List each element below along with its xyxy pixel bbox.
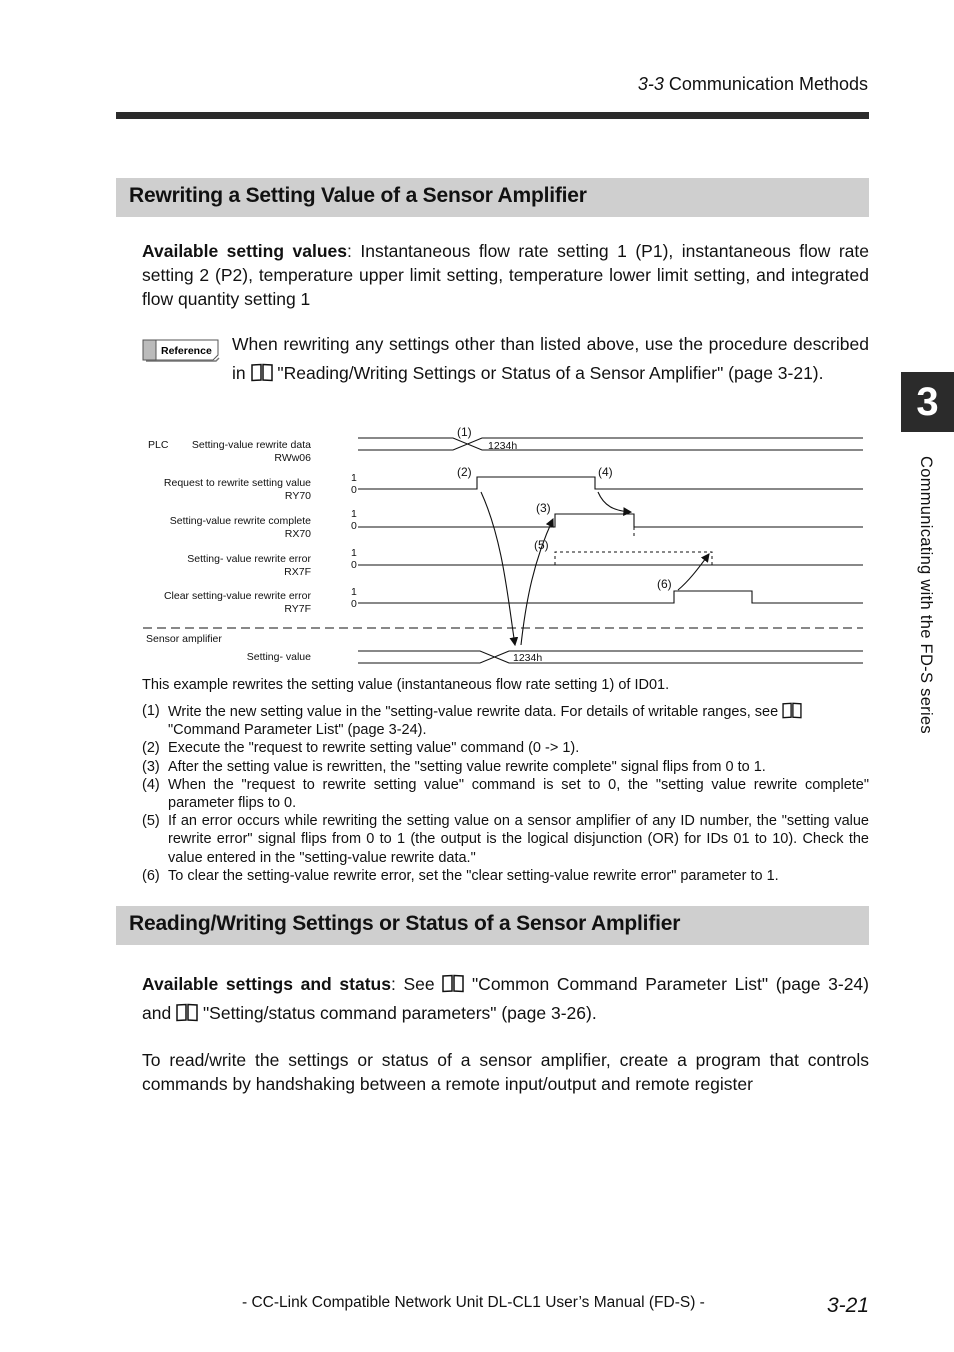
signal-code-rx70: RX70 bbox=[284, 528, 311, 540]
sensor-value-label: 1234h bbox=[513, 652, 543, 664]
book-icon bbox=[442, 974, 464, 993]
available-text-a: : See bbox=[390, 974, 435, 994]
marker-2: (2) bbox=[457, 465, 472, 479]
note-text: To clear the setting-value rewrite error, set the "clear setting-value rewrite error" parameter to 1. bbox=[168, 867, 779, 884]
note-5 bbox=[142, 812, 869, 867]
signal-name-complete: Setting-value rewrite complete bbox=[169, 515, 311, 527]
level-low-rx7f: 0 bbox=[351, 559, 357, 571]
note-text: If an error occurs while rewriting the setting value on a sensor amplifier of any ID number, the "setting value rewrite error" signal flips from 0 to 1 (the output is the logical disjunction (OR) for IDs 01 to 10). Check the value entered in the "setting-value rewrite data." bbox=[168, 813, 869, 866]
level-high-ry70: 1 bbox=[351, 472, 357, 484]
notes-list bbox=[142, 702, 869, 885]
chapter-tab: 3 bbox=[901, 372, 954, 432]
note-text: Execute the "request to rewrite setting value" command (0 -> 1). bbox=[168, 740, 580, 757]
sensor-amplifier-label: Sensor amplifier bbox=[146, 633, 222, 645]
diagram-caption: This example rewrites the setting value (instantaneous flow rate setting 1) of ID01. bbox=[142, 677, 670, 693]
note-text: Write the new setting value in the "setting-value rewrite data. For details of writable ranges, see bbox=[168, 704, 779, 720]
reference-text-2: "Reading/Writing Settings or Status of a Sensor Amplifier" (page 3-21). bbox=[277, 363, 824, 383]
plc-label: PLC bbox=[148, 439, 169, 451]
available-text-b: "Common Command Parameter List" (page 3-24) and bbox=[142, 974, 869, 1023]
marker-6: (6) bbox=[657, 577, 672, 591]
level-high-ry7f: 1 bbox=[351, 586, 357, 598]
signal-name-request: Request to rewrite setting value bbox=[163, 477, 311, 489]
reference-label: Reference bbox=[161, 345, 212, 357]
marker-3: (3) bbox=[536, 501, 551, 515]
reference-text-1: When rewriting any settings other than listed above, use the procedure described in bbox=[232, 334, 869, 383]
data-value-label: 1234h bbox=[488, 440, 518, 452]
arrow-request-to-sensor bbox=[481, 492, 515, 645]
section-title: Rewriting a Setting Value of a Sensor Amplifier bbox=[129, 184, 587, 207]
note-3 bbox=[142, 758, 869, 776]
arrow-clear-to-error bbox=[678, 554, 709, 590]
signal-name-rewrite-data: Setting-value rewrite data bbox=[191, 439, 311, 451]
sensor-value-bus bbox=[358, 651, 863, 663]
note-number: (4) bbox=[142, 776, 160, 793]
level-low-ry7f: 0 bbox=[351, 598, 357, 610]
rx7f-error-dashed bbox=[555, 552, 712, 565]
level-low-rx70: 0 bbox=[351, 520, 357, 532]
available-text-c: "Setting/status command parameters" (page 3-26). bbox=[202, 1003, 597, 1023]
level-low-ry70: 0 bbox=[351, 484, 357, 496]
marker-4: (4) bbox=[598, 465, 613, 479]
level-high-rx70: 1 bbox=[351, 508, 357, 520]
signal-code-rx7f: RX7F bbox=[284, 566, 311, 578]
note-number: (3) bbox=[142, 758, 160, 775]
chapter-title-vertical: Communicating with the FD-S series bbox=[917, 456, 935, 734]
available-label: Available settings and status bbox=[142, 974, 391, 994]
header-section-number: 3-3 bbox=[637, 74, 664, 94]
rwwo6-bus bbox=[358, 438, 863, 450]
section-title: Reading/Writing Settings or Status of a Sensor Amplifier bbox=[129, 912, 681, 935]
footer-manual-title: - CC-Link Compatible Network Unit DL-CL1 User’s Manual (FD-S) - bbox=[242, 1294, 705, 1311]
book-icon bbox=[782, 702, 802, 719]
section2-body: To read/write the settings or status of a sensor amplifier, create a program that controls commands by handshaking between a remote input/output and remote register bbox=[142, 1050, 869, 1094]
signal-code-ry70: RY70 bbox=[284, 490, 311, 502]
note-1 bbox=[142, 702, 869, 739]
available-settings-status bbox=[142, 970, 869, 1028]
level-high-rx7f: 1 bbox=[351, 547, 357, 559]
header-section-title: Communication Methods bbox=[668, 74, 868, 94]
note-text-cont: "Command Parameter List" (page 3-24). bbox=[168, 722, 427, 739]
section-heading-reading-writing bbox=[116, 906, 869, 945]
note-text: When the "request to rewrite setting value" command is set to 0, the "setting value rewrite complete" parameter flips to 0. bbox=[168, 776, 869, 812]
ry7f-waveform bbox=[358, 591, 863, 603]
available-text: : Instantaneous flow rate setting 1 (P1), instantaneous flow rate setting 2 (P2), temperature upper limit setting, temperature lower limit setting, and integrated flow quantity setting 1 bbox=[142, 241, 870, 309]
signal-code-ry7f: RY7F bbox=[284, 603, 311, 615]
note-2 bbox=[142, 739, 869, 757]
marker-1: (1) bbox=[457, 425, 472, 439]
signal-name-error: Setting- value rewrite error bbox=[187, 553, 311, 565]
rx70-waveform bbox=[358, 514, 863, 527]
sensor-signal-name: Setting- value bbox=[246, 651, 311, 663]
note-number: (2) bbox=[142, 740, 160, 757]
note-6 bbox=[142, 867, 869, 885]
page-number: 3-21 bbox=[827, 1294, 870, 1317]
available-label: Available setting values bbox=[142, 241, 348, 261]
signal-code-rwwo6: RWw06 bbox=[274, 452, 311, 464]
note-number: (5) bbox=[142, 813, 160, 830]
note-text: After the setting value is rewritten, the "setting value rewrite complete" signal flips from 0 to 1. bbox=[168, 758, 766, 775]
arrow-request-off bbox=[598, 492, 631, 512]
note-4 bbox=[142, 776, 869, 812]
note-number: (1) bbox=[142, 703, 160, 719]
marker-5: (5) bbox=[534, 538, 549, 552]
book-icon bbox=[176, 1003, 198, 1022]
note-number: (6) bbox=[142, 867, 160, 884]
signal-name-clear-error: Clear setting-value rewrite error bbox=[163, 590, 311, 602]
